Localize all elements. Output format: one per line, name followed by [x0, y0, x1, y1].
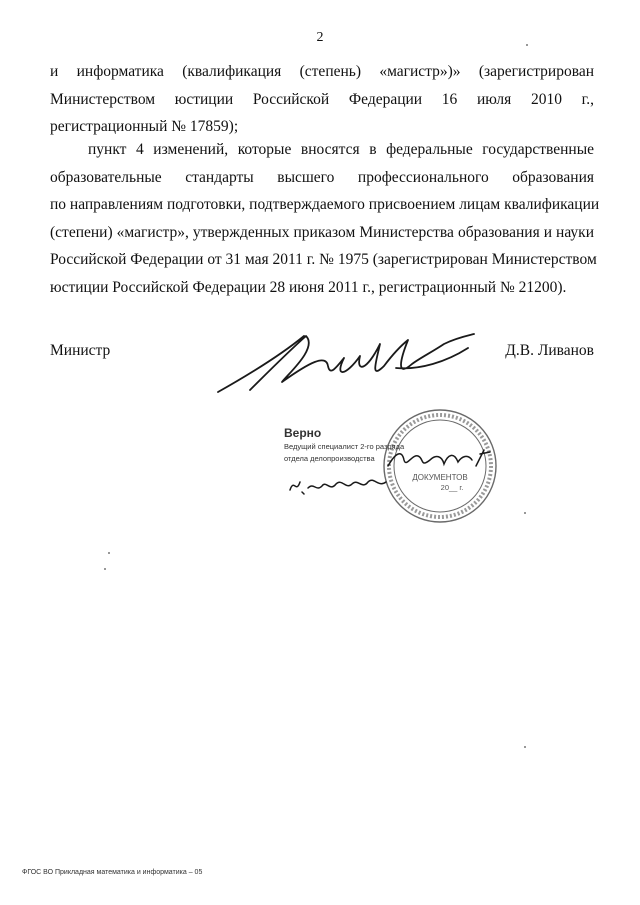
scan-speck	[524, 512, 526, 514]
certification-position: Ведущий специалист 2-го разряда	[284, 442, 405, 451]
minister-name: Д.В. Ливанов	[505, 342, 594, 359]
text-line: Министерством юстиции Российской Федерации 16 июля 2010 г.,	[50, 90, 594, 108]
certification-signature	[384, 446, 494, 472]
text-line: образовательные стандарты высшего профессионального образования	[50, 168, 594, 186]
scan-speck	[108, 552, 110, 554]
minister-title: Министр	[50, 342, 111, 359]
document-footer: ФГОС ВО Прикладная математика и информатика – 05	[22, 869, 203, 876]
text-line: регистрационный № 17859);	[50, 118, 239, 135]
scan-speck	[524, 746, 526, 748]
scan-speck	[104, 568, 106, 570]
text-line: (степени) «магистр», утвержденных приказом Министерства образования и науки	[50, 223, 594, 241]
text-line: юстиции Российской Федерации 28 июня 2011 г., регистрационный № 21200).	[50, 278, 567, 296]
text-line: пункт 4 изменений, которые вносятся в федеральные государственные	[88, 141, 594, 158]
certification-date-script	[286, 472, 396, 498]
page-number: 2	[316, 30, 324, 45]
stamp-label: ДОКУМЕНТОВ	[412, 473, 468, 482]
certification-department: отдела делопроизводства	[284, 454, 375, 463]
stamp-year: 20__ г.	[440, 483, 464, 492]
paragraph-1	[50, 58, 594, 141]
text-line: и информатика (квалификация (степень) «магистр»)» (зарегистрирован	[50, 63, 594, 80]
text-line: Российской Федерации от 31 мая 2011 г. № 1975 (зарегистрирован Министерством	[50, 251, 597, 268]
text-line: по направлениям подготовки, подтверждаемого присвоением лицам квалификации	[50, 196, 600, 213]
minister-signature	[210, 318, 480, 398]
paragraph-2	[50, 136, 600, 301]
certification-title: Верно	[284, 426, 322, 440]
scan-speck	[526, 44, 528, 46]
